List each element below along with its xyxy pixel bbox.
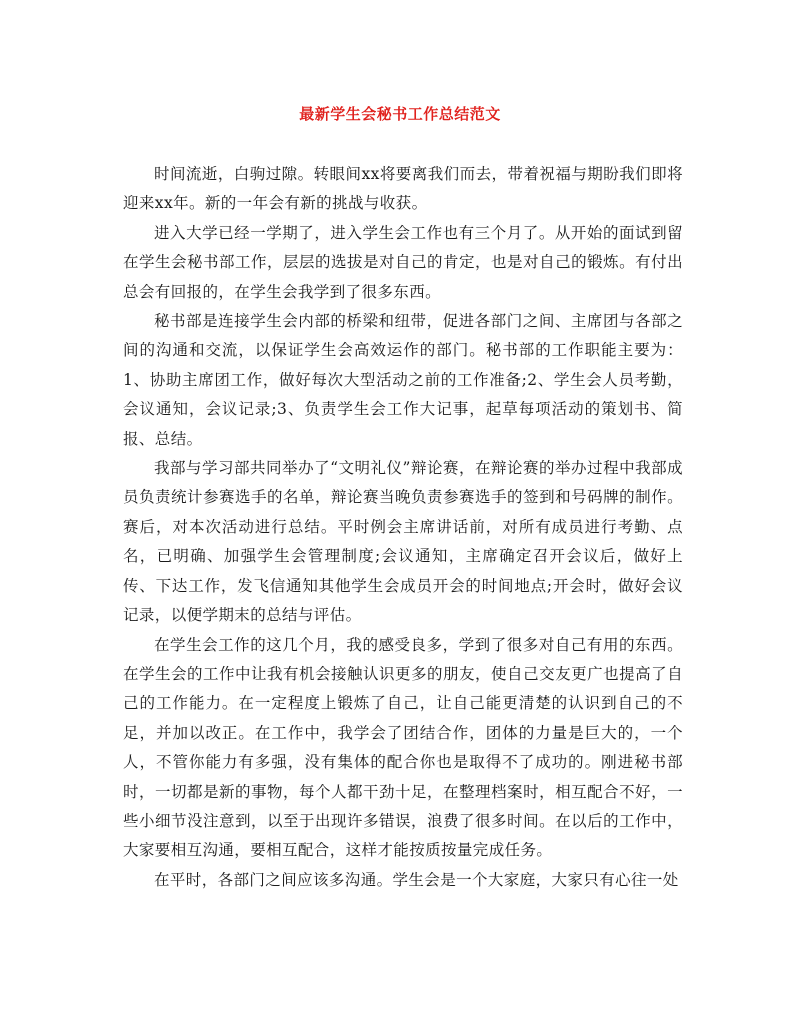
paragraph: 在平时，各部门之间应该多沟通。学生会是一个大家庭，大家只有心往一处 [154, 870, 679, 889]
paragraph: 在学生会工作的这几个月，我的感受良多，学到了很多对自己有用的东西。在学生会的工作中让我有机会接触认识更多的朋友，使自己交友更广也提高了自己的工作能力。在一定程度上锻炼了自己，让自己能更清楚的认识到自己的不足，并加以改正。在工作中，我学会了团结合作，团体的力量是巨大的，一个人，不管你能力有多强，没有集体的配合你也是取得不了成功的。刚进秘书部时，一切都是新的事物，每个人都干劲十足，在整理档案时，相互配合不好，一些小细节没注意到，以至于出现许多错误，浪费了很多时间。在以后的工作中， 大家要相互沟通，要相互配合，这样才能按质按量完成任务。 [123, 635, 683, 860]
paragraph: 我部与学习部共同举办了“文明礼仪”辩论赛，在辩论赛的举办过程中我部成员负责统计参赛选手的名单，辩论赛当晚负责参赛选手的签到和号码牌的制作。赛后，对本次活动进行总结。平时例会主席讲话前，对所有成员进行考勤、点名，已明确、加强学生会管理制度;会议通知，主席确定召开会议后，做好上传、下达工作，发飞信通知其他学生会成员开会的时间地点;开会时，做好会议记录，以便学期末的总结与评估。 [123, 459, 683, 625]
paragraph: 时间流逝，白驹过隙。转眼间xx将要离我们而去，带着祝福与期盼我们即将迎来xx年。新的一年会有新的挑战与收获。 [123, 165, 683, 213]
paragraph: 秘书部是连接学生会内部的桥梁和纽带，促进各部门之间、主席团与各部之间的沟通和交流，以保证学生会高效运作的部门。秘书部的工作职能主要为：1、协助主席团工作，做好每次大型活动之前的工作准备;2、学生会人员考勤，会议通知，会议记录;3、负责学生会工作大记事，起草每项活动的策划书、简报、总结。 [123, 312, 683, 448]
document-body [123, 160, 683, 895]
paragraph: 进入大学已经一学期了，进入学生会工作也有三个月了。从开始的面试到留在学生会秘书部工作，层层的选拔是对自己的肯定，也是对自己的锻炼。有付出总会有回报的，在学生会我学到了很多东西。 [123, 223, 683, 301]
document-title: 最新学生会秘书工作总结范文 [299, 105, 501, 123]
